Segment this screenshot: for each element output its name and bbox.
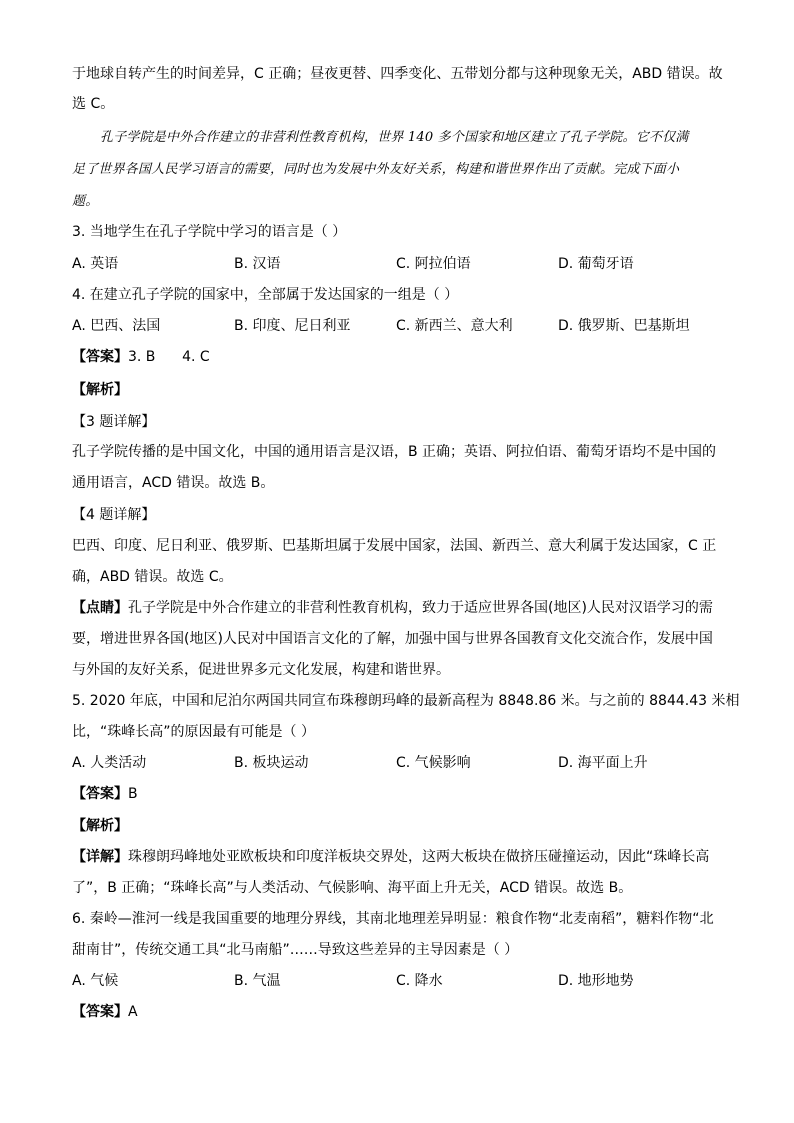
answer-text: B xyxy=(128,786,138,802)
option-d: D. 俄罗斯、巴基斯坦 xyxy=(558,318,690,334)
text-line: 通用语言，ACD 错误。故选 B。 xyxy=(72,475,275,491)
reading-passage-line: 题。 xyxy=(72,194,99,209)
question-6-stem: 甜南甘”，传统交通工具“北马南船”……导致这些差异的主导因素是（ ） xyxy=(72,942,519,958)
analysis-tag: 【解析】 xyxy=(72,818,128,834)
option-a: A. 英语 xyxy=(72,256,119,272)
answer-6 xyxy=(72,1002,732,1022)
option-d: D. 地形地势 xyxy=(558,973,634,989)
answer-tag: 【答案】 xyxy=(72,786,128,802)
option-c: C. 气候影响 xyxy=(396,755,471,771)
dianjing-paragraph: 【点睛】孔子学院是中外合作建立的非营利性教育机构，致力于适应世界各国(地区)人民对汉语学习的需 xyxy=(72,600,713,616)
answer-text: 3. B 4. C xyxy=(128,349,210,365)
reading-passage-line: 足了世界各国人民学习语言的需要，同时也为发展中外友好关系，构建和谐世界作出了贡献。完成下面小 xyxy=(72,162,680,177)
question-5-options xyxy=(72,753,732,773)
dianjing-tag: 【点睛】 xyxy=(72,600,128,616)
option-c: C. 新西兰、意大利 xyxy=(396,318,513,334)
text-line: 要，增进世界各国(地区)人民对中国语言文化的了解，加强中国与世界各国教育文化交流合作，发展中国 xyxy=(72,631,713,647)
option-c: C. 阿拉伯语 xyxy=(396,256,471,272)
option-a: A. 气候 xyxy=(72,973,119,989)
question-6-options xyxy=(72,971,732,991)
text-line: 了”，B 正确；“珠峰长高”与人类活动、气候影响、海平面上升无关，ACD 错误。故选 B。 xyxy=(72,880,633,896)
option-b: B. 汉语 xyxy=(234,256,281,272)
answer-tag: 【答案】 xyxy=(72,349,128,365)
answer-text: A xyxy=(128,1004,138,1020)
text-line: 选 C。 xyxy=(72,96,115,112)
text-line: 确，ABD 错误。故选 C。 xyxy=(72,569,233,585)
answer-5 xyxy=(72,784,732,804)
question-3-stem: 3. 当地学生在孔子学院中学习的语言是（ ） xyxy=(72,224,347,240)
q4-detail-tag: 【4 题详解】 xyxy=(72,507,156,523)
question-5-stem: 5. 2020 年底，中国和尼泊尔两国共同宣布珠穆朗玛峰的最新高程为 8848.86 米。与之前的 8844.43 米相 xyxy=(72,693,740,709)
text-line: 孔子学院传播的是中国文化，中国的通用语言是汉语，B 正确；英语、阿拉伯语、葡萄牙语均不是中国的 xyxy=(72,444,717,460)
reading-passage-line: 孔子学院是中外合作建立的非营利性教育机构，世界 140 多个国家和地区建立了孔子学院。它不仅满 xyxy=(100,130,689,145)
analysis-tag: 【解析】 xyxy=(72,382,128,398)
option-b: B. 气温 xyxy=(234,973,281,989)
answer-tag: 【答案】 xyxy=(72,1004,128,1020)
text-line: 于地球自转产生的时间差异，C 正确；昼夜更替、四季变化、五带划分都与这种现象无关，ABD 错误。故 xyxy=(72,66,723,82)
option-c: C. 降水 xyxy=(396,973,443,989)
q3-detail-tag: 【3 题详解】 xyxy=(72,414,156,430)
question-4-stem: 4. 在建立孔子学院的国家中，全部属于发达国家的一组是（ ） xyxy=(72,287,459,303)
text-line: 与外国的友好关系，促进世界多元文化发展，构建和谐世界。 xyxy=(72,662,450,678)
option-a: A. 巴西、法国 xyxy=(72,318,161,334)
detail-tag: 【详解】 xyxy=(72,849,128,865)
question-3-options xyxy=(72,254,732,274)
text-line: 巴西、印度、尼日利亚、俄罗斯、巴基斯坦属于发展中国家，法国、新西兰、意大利属于发达国家，C 正 xyxy=(72,538,717,554)
option-d: D. 葡萄牙语 xyxy=(558,256,634,272)
question-6-stem: 6. 秦岭—淮河一线是我国重要的地理分界线，其南北地理差异明显：粮食作物“北麦南稻”，糖料作物“北 xyxy=(72,911,714,927)
option-a: A. 人类活动 xyxy=(72,755,147,771)
option-d: D. 海平面上升 xyxy=(558,755,648,771)
answer-3-4 xyxy=(72,347,732,367)
option-b: B. 印度、尼日利亚 xyxy=(234,318,351,334)
q5-detail-paragraph: 【详解】珠穆朗玛峰地处亚欧板块和印度洋板块交界处，这两大板块在做挤压碰撞运动，因此“珠峰长高 xyxy=(72,849,710,865)
option-b: B. 板块运动 xyxy=(234,755,309,771)
question-4-options xyxy=(72,316,732,336)
question-5-stem: 比，“珠峰长高”的原因最有可能是（ ） xyxy=(72,724,315,740)
